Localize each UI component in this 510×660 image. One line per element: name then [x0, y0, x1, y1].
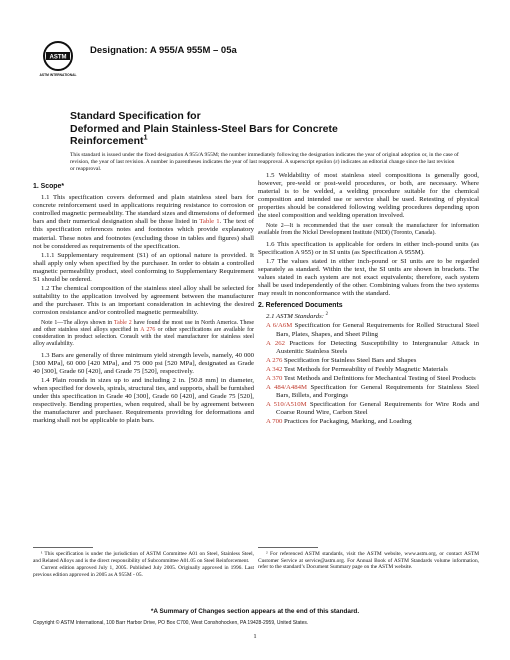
- para-1-7: 1.7 The values stated in either inch-pound or SI units are to be regarded separately as standard. Within the text, the SI units are shown in brackets. The values stated in each system are not exact equivalents; therefore, each system shall be used independently of the other. Combining values from the two systems may result in nonconformance with the standard.: [258, 257, 479, 298]
- title-line-1: Standard Specification for: [70, 110, 201, 122]
- title-line-3: Reinforcement$^1$: [70, 132, 148, 147]
- reference-link[interactable]: A 700: [266, 418, 283, 426]
- reference-item: A 342 Test Methods for Permeability of Feebly Magnetic Materials: [266, 365, 448, 373]
- note-2: Note 2—It is recommended that the user consult the manufacturer for information available from the Nickel Development Institute (NIDI) (Toronto, Canada).: [258, 222, 479, 236]
- reference-item: A 262 Practices for Detecting Susceptibility to Intergranular Attack in Austenitic Stainless Steels: [266, 339, 479, 355]
- reference-item: A 700 Practices for Packaging, Marking, and Loading: [266, 418, 412, 426]
- designation: Designation: A 955/A 955M – 05a: [90, 45, 237, 56]
- para-1-3: 1.3 Bars are generally of three minimum yield strength levels, namely, 40 000 [300 MPa], 60 000 [420 MPa], and 75 000 psi [520 MPa], designated as Grade 40 [300], Grade 60 [420], and Grade 75 [520], respectively.: [33, 351, 254, 375]
- para-1-2: 1.2 The chemical composition of the stainless steel alloy shall be selected for suitability to the application involved by agreement between the manufacturer and the purchaser. This is an important consideration in achieving the desired corrosion resistance and/or controlled magnetic permeability.: [33, 285, 254, 317]
- para-1-6: 1.6 This specification is applicable for orders in either inch-pound units (as Specification A 955) or in SI units (as Specification A 955M).: [258, 240, 479, 256]
- reference-link[interactable]: A 510/A510M: [266, 401, 307, 409]
- reference-link[interactable]: A 370: [266, 374, 283, 382]
- footnote-1: ¹ This specification is under the jurisdiction of ASTM Committee A01 on Steel, Stainless Steel, and Related Alloys and is the direct responsibility of Subcommittee A01.05 on Steel Reinforcement. Current edition approved July 1, 2005. Published July 2005. Originally approved in 1996. Last previous edition approved in 2005 as A 955M - 05.: [33, 551, 254, 578]
- reference-link[interactable]: A 262: [266, 339, 286, 347]
- reference-link[interactable]: A 342: [266, 365, 283, 373]
- document-title: [70, 110, 450, 148]
- referenced-documents-heading: 2. Referenced Documents: [258, 302, 343, 310]
- footnote-divider: [33, 547, 93, 548]
- reference-item: A 510/A510M Specification for General Requirements for Wire Rods and Coarse Round Wire, Carbon Steel: [266, 401, 479, 417]
- reference-link[interactable]: A 276: [266, 356, 283, 364]
- reference-item: A 276 Specification for Stainless Steel Bars and Shapes: [266, 356, 417, 364]
- reference-item: A 370 Test Methods and Definitions for Mechanical Testing of Steel Products: [266, 374, 476, 382]
- reference-link[interactable]: A 6/A6M: [266, 322, 293, 330]
- issued-note: This standard is issued under the fixed designation A 955/A 955M; the number immediately following the designation indicates the year of original adoption or, in the case of revision, the year of last revision. A number in parentheses indicates the year of last reapproval. A superscript epsilon (ε) indicates an editorial change since the last revision or reapproval.: [70, 152, 459, 172]
- para-1-5: 1.5 Weldability of most stainless steel compositions is generally good, however, pre-weld or post-weld procedures, or both, are necessary. Where material is to be welded, a welding procedure suitable for the chemical composition and intended use or service shall be used. Retesting of physical properties should be considered following welding procedures depending upon the steel composition and welding operation involved.: [258, 172, 479, 220]
- left-column: [33, 183, 254, 426]
- footnote-divider: [258, 547, 318, 548]
- para-1-1: 1.1 This specification covers deformed and plain stainless steel bars for concrete reinforcement used in applications requiring resistance to corrosion or controlled magnetic permeability. The standard sizes and dimensions of deformed bars and their numerical designation shall be those listed in Table 1. The text of this specification references notes and footnotes which provide explanatory material. These notes and footnotes (excluding those in tables and figures) shall not be considered as requirements of the specification.: [33, 194, 254, 250]
- table-2-link[interactable]: Table 2: [113, 319, 132, 326]
- copyright: Copyright © ASTM International, 100 Barr Harbor Drive, PO Box C700, West Conshohocken, PA 19428-2959, United States.: [33, 620, 309, 626]
- reference-item: A 6/A6M Specification for General Requirements for Rolled Structural Steel Bars, Plates, Shapes, and Sheet Piling: [266, 322, 479, 338]
- table-1-link[interactable]: Table 1: [199, 218, 220, 226]
- reference-link[interactable]: A 484/A484M: [266, 384, 307, 392]
- summary-of-changes-note: *A Summary of Changes section appears at the end of this standard.: [150, 608, 360, 615]
- footnote-2: ² For referenced ASTM standards, visit the ASTM website, www.astm.org, or contact ASTM Customer Service at service@astm.org. For Annual Book of ASTM Standards volume information, refer to the standard’s Document Summary page on the ASTM website.: [258, 551, 479, 570]
- reference-list: [258, 322, 479, 426]
- right-column: [258, 172, 479, 428]
- para-1-1-1: 1.1.1 Supplementary requirement (S1) of an optional nature is provided. It shall apply only when specified by the purchaser. In order to obtain a controlled magnetic permeability product, steel conforming to Supplementary Requirement S1 should be ordered.: [33, 251, 254, 284]
- svg-text:ASTM: ASTM: [49, 54, 67, 61]
- para-1-4: 1.4 Plain rounds in sizes up to and including 2 in. [50.8 mm] in diameter, when specified for dowels, spirals, structural ties, and supports, shall be furnished under this specification in Grade 40 [300], Grade 60 [420], and Grade 75 [520], respectively. Bending properties, when required, shall be by agreement between the manufacturer and purchaser. Requirements providing for deformations and marking shall not be applicable to plain bars.: [33, 376, 255, 425]
- note-1: Note 1—The alloys shown in Table 2 have found the most use in North America. These and other stainless steel alloys specified in A 276 or other specifications are available for consideration in product selection. Consult with the steel manufacturer for stainless steel alloy availability.: [33, 319, 254, 347]
- page-number: 1: [253, 633, 257, 640]
- a276-link[interactable]: A 276: [140, 326, 156, 333]
- astm-standards-label: 2.1 ASTM Standards: $^2$: [266, 312, 328, 321]
- title-line-2: Deformed and Plain Stainless-Steel Bars for Concrete: [70, 122, 338, 135]
- svg-text:ASTM INTERNATIONAL: ASTM INTERNATIONAL: [39, 73, 77, 77]
- scope-heading: 1. Scope*: [33, 183, 65, 190]
- reference-item: A 484/A484M Specification for General Requirements for Stainless Steel Bars, Billets, and Forgings: [266, 384, 479, 400]
- astm-logo: [38, 38, 78, 78]
